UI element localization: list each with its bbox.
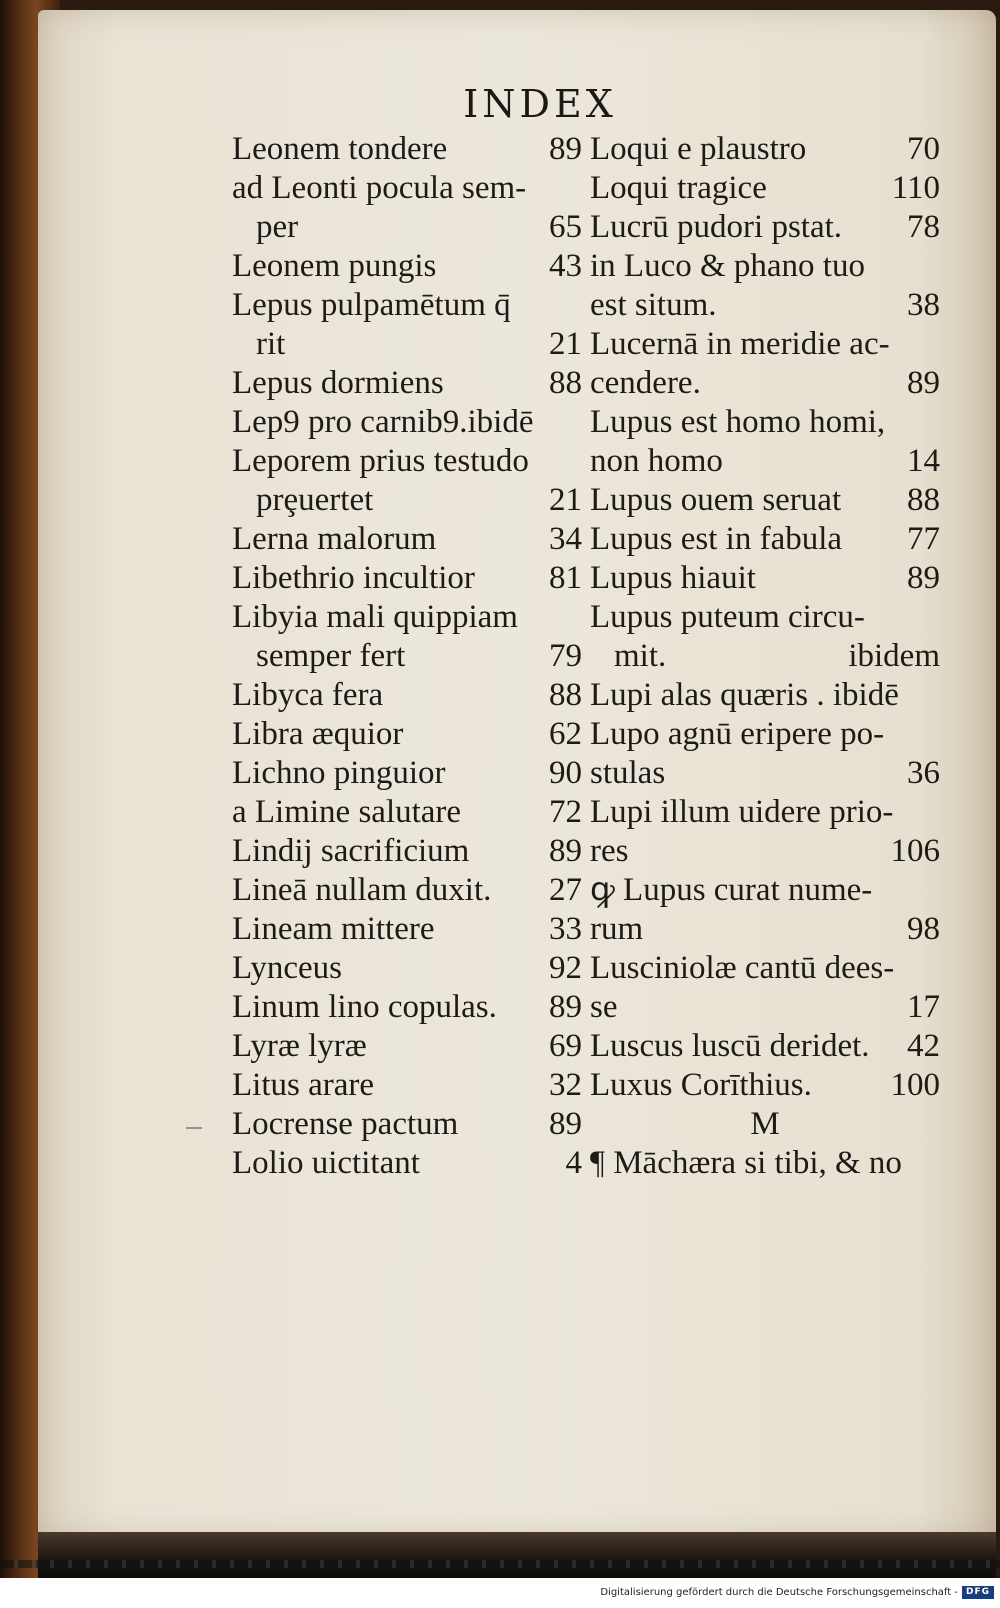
entry-page-number: 14 (907, 443, 940, 479)
page-bottom-edge (38, 1532, 996, 1578)
entry-page-number: 62 (549, 716, 582, 752)
entry-text: Luxus Corīthius. (590, 1067, 812, 1103)
entry-text: Litus arare (232, 1067, 375, 1103)
index-entry (232, 364, 582, 403)
index-entry (590, 910, 940, 949)
entry-text: Lupi illum uidere prio- (590, 794, 894, 830)
entry-text: Lusciniolæ cantū dees- (590, 950, 895, 986)
entry-text: Lynceus (232, 950, 342, 986)
index-entry (590, 715, 940, 754)
index-entry (590, 364, 940, 403)
index-entry (232, 1144, 582, 1183)
entry-text: rum (590, 911, 644, 947)
entry-text: Lupus hiauit (590, 560, 756, 596)
entry-page-number: 88 (549, 677, 582, 713)
entry-text: Loqui e plaustro (590, 131, 807, 167)
entry-text: per (256, 209, 299, 245)
entry-text: prȩuertet (256, 482, 374, 518)
index-entry (232, 286, 582, 325)
entry-text: ꝙ Lupus curat nume- (590, 872, 873, 908)
index-entry (232, 871, 582, 910)
entry-page-number: 89 (549, 131, 582, 167)
entry-page-number: 72 (549, 794, 582, 830)
page-title: INDEX (463, 82, 617, 126)
index-entry (232, 793, 582, 832)
entry-page-number: 17 (907, 989, 940, 1025)
index-entry (590, 637, 940, 676)
entry-page-number: 98 (907, 911, 940, 947)
entry-text: Lupus puteum circu- (590, 599, 865, 635)
index-entry (590, 520, 940, 559)
index-entry (590, 286, 940, 325)
index-entry (590, 832, 940, 871)
index-entry (590, 988, 940, 1027)
index-entry (590, 1027, 940, 1066)
entry-page-number: 88 (907, 482, 940, 518)
entry-page-number: 81 (549, 560, 582, 596)
index-entry (232, 1066, 582, 1105)
entry-page-number: 70 (907, 131, 940, 167)
scan-border-pattern (0, 1560, 1000, 1568)
entry-page-number: 92 (549, 950, 582, 986)
entry-text: Loqui tragice (590, 170, 767, 206)
index-entry (590, 325, 940, 364)
index-entry (232, 637, 582, 676)
index-entry (590, 949, 940, 988)
entry-page-number: 43 (549, 248, 582, 284)
index-entry (232, 325, 582, 364)
index-entry (590, 247, 940, 286)
entry-text: Lineam mittere (232, 911, 435, 947)
entry-text: Lindij sacrificium (232, 833, 470, 869)
index-entry (232, 130, 582, 169)
index-entry (590, 130, 940, 169)
index-entry (232, 208, 582, 247)
entry-text: Lolio uictitant (232, 1145, 420, 1181)
index-entry (590, 598, 940, 637)
index-entry (590, 1105, 940, 1144)
index-entry (590, 403, 940, 442)
entry-text: Lupus est in fabula (590, 521, 843, 557)
entry-text: rit (256, 326, 286, 362)
entry-text: Libyia mali quippiam (232, 599, 518, 635)
index-entry (590, 871, 940, 910)
entry-page-number: 33 (549, 911, 582, 947)
index-entry (232, 1105, 582, 1144)
entry-text: se (590, 989, 618, 1025)
entry-text: Lupus est homo homi, (590, 404, 886, 440)
index-entry (232, 481, 582, 520)
index-entry (232, 754, 582, 793)
entry-page-number: 32 (549, 1067, 582, 1103)
entry-page-number: 42 (907, 1028, 940, 1064)
entry-text: Leporem prius testudo (232, 443, 529, 479)
index-entry (232, 949, 582, 988)
entry-page-number: 79 (549, 638, 582, 674)
entry-page-number: 89 (549, 1106, 582, 1142)
dfg-logo: DFG (962, 1586, 994, 1599)
entry-page-number: 89 (907, 560, 940, 596)
entry-text: Lucrū pudori pstat. (590, 209, 843, 245)
entry-page-number: 77 (907, 521, 940, 557)
entry-page-number: 106 (890, 833, 940, 869)
entry-text: Lep9 pro carnib9.ibidē (232, 404, 534, 440)
entry-text: Lepus pulpamētum q̄ (232, 287, 511, 323)
entry-page-number: 100 (890, 1067, 940, 1103)
index-entry (590, 676, 940, 715)
entry-text: res (590, 833, 629, 869)
index-entry (232, 403, 582, 442)
entry-text: Linum lino copulas. (232, 989, 497, 1025)
entry-page-number: 88 (549, 365, 582, 401)
entry-page-number: 69 (549, 1028, 582, 1064)
index-entry (590, 481, 940, 520)
entry-text: Locrense pactum (232, 1106, 459, 1142)
entry-text: Lupi alas quæris . ibidē (590, 677, 899, 713)
index-entry (590, 754, 940, 793)
entry-page-number: 34 (549, 521, 582, 557)
entry-page-number: 4 (565, 1145, 582, 1181)
index-column-right (590, 130, 940, 1183)
index-entry (590, 208, 940, 247)
entry-text: non homo (590, 443, 723, 479)
funding-credit: Digitalisierung gefördert durch die Deutsche Forschungsgemeinschaft - (600, 1587, 958, 1598)
entry-text: Lucernā in meridie ac- (590, 326, 890, 362)
entry-text: Libra æquior (232, 716, 404, 752)
entry-text: cendere. (590, 365, 701, 401)
entry-page-number: 21 (549, 482, 582, 518)
entry-text: Libyca fera (232, 677, 384, 713)
entry-text: in Luco & phano tuo (590, 248, 865, 284)
index-entry (232, 1027, 582, 1066)
margin-mark (186, 1127, 202, 1129)
index-entry (232, 598, 582, 637)
index-entry (590, 1144, 940, 1183)
entry-page-number: 110 (891, 170, 940, 206)
entry-text: Luscus luscū deridet. (590, 1028, 870, 1064)
entry-text: est situm. (590, 287, 717, 323)
entry-page-number: 65 (549, 209, 582, 245)
index-entry (232, 442, 582, 481)
index-entry (232, 715, 582, 754)
entry-page-number: 89 (907, 365, 940, 401)
entry-text: Lichno pinguior (232, 755, 446, 791)
entry-text: ¶ Māchæra si tibi, & no (590, 1145, 902, 1181)
entry-text: semper fert (256, 638, 406, 674)
entry-page-number: 27 (549, 872, 582, 908)
entry-page-number: 38 (907, 287, 940, 323)
entry-text: M (750, 1106, 780, 1142)
entry-text: ad Leonti pocula sem- (232, 170, 527, 206)
entry-page-number: 89 (549, 989, 582, 1025)
entry-page-number: ibidem (848, 638, 940, 674)
entry-page-number: 90 (549, 755, 582, 791)
entry-text: mit. (614, 638, 667, 674)
index-entry (590, 1066, 940, 1105)
index-entry (590, 442, 940, 481)
entry-text: Lyræ lyræ (232, 1028, 367, 1064)
index-entry (232, 559, 582, 598)
index-entry (232, 247, 582, 286)
entry-text: Lepus dormiens (232, 365, 444, 401)
entry-text: Leonem pungis (232, 248, 437, 284)
entry-page-number: 36 (907, 755, 940, 791)
entry-text: Lupus ouem seruat (590, 482, 842, 518)
index-entry (232, 988, 582, 1027)
entry-text: Lineā nullam duxit. (232, 872, 492, 908)
entry-text: stulas (590, 755, 666, 791)
entry-text: Lupo agnū eripere po- (590, 716, 885, 752)
index-entry (590, 169, 940, 208)
footer-bar (0, 1578, 1000, 1608)
entry-text: Libethrio incultior (232, 560, 475, 596)
index-entry (232, 910, 582, 949)
entry-page-number: 89 (549, 833, 582, 869)
entry-page-number: 21 (549, 326, 582, 362)
index-entry (232, 169, 582, 208)
index-entry (590, 793, 940, 832)
entry-text: Lerna malorum (232, 521, 437, 557)
entry-text: Leonem tondere (232, 131, 448, 167)
index-entry (232, 520, 582, 559)
entry-text: a Limine salutare (232, 794, 462, 830)
index-entry (232, 832, 582, 871)
index-column-left (232, 130, 582, 1183)
entry-page-number: 78 (907, 209, 940, 245)
index-entry (232, 676, 582, 715)
index-entry (590, 559, 940, 598)
